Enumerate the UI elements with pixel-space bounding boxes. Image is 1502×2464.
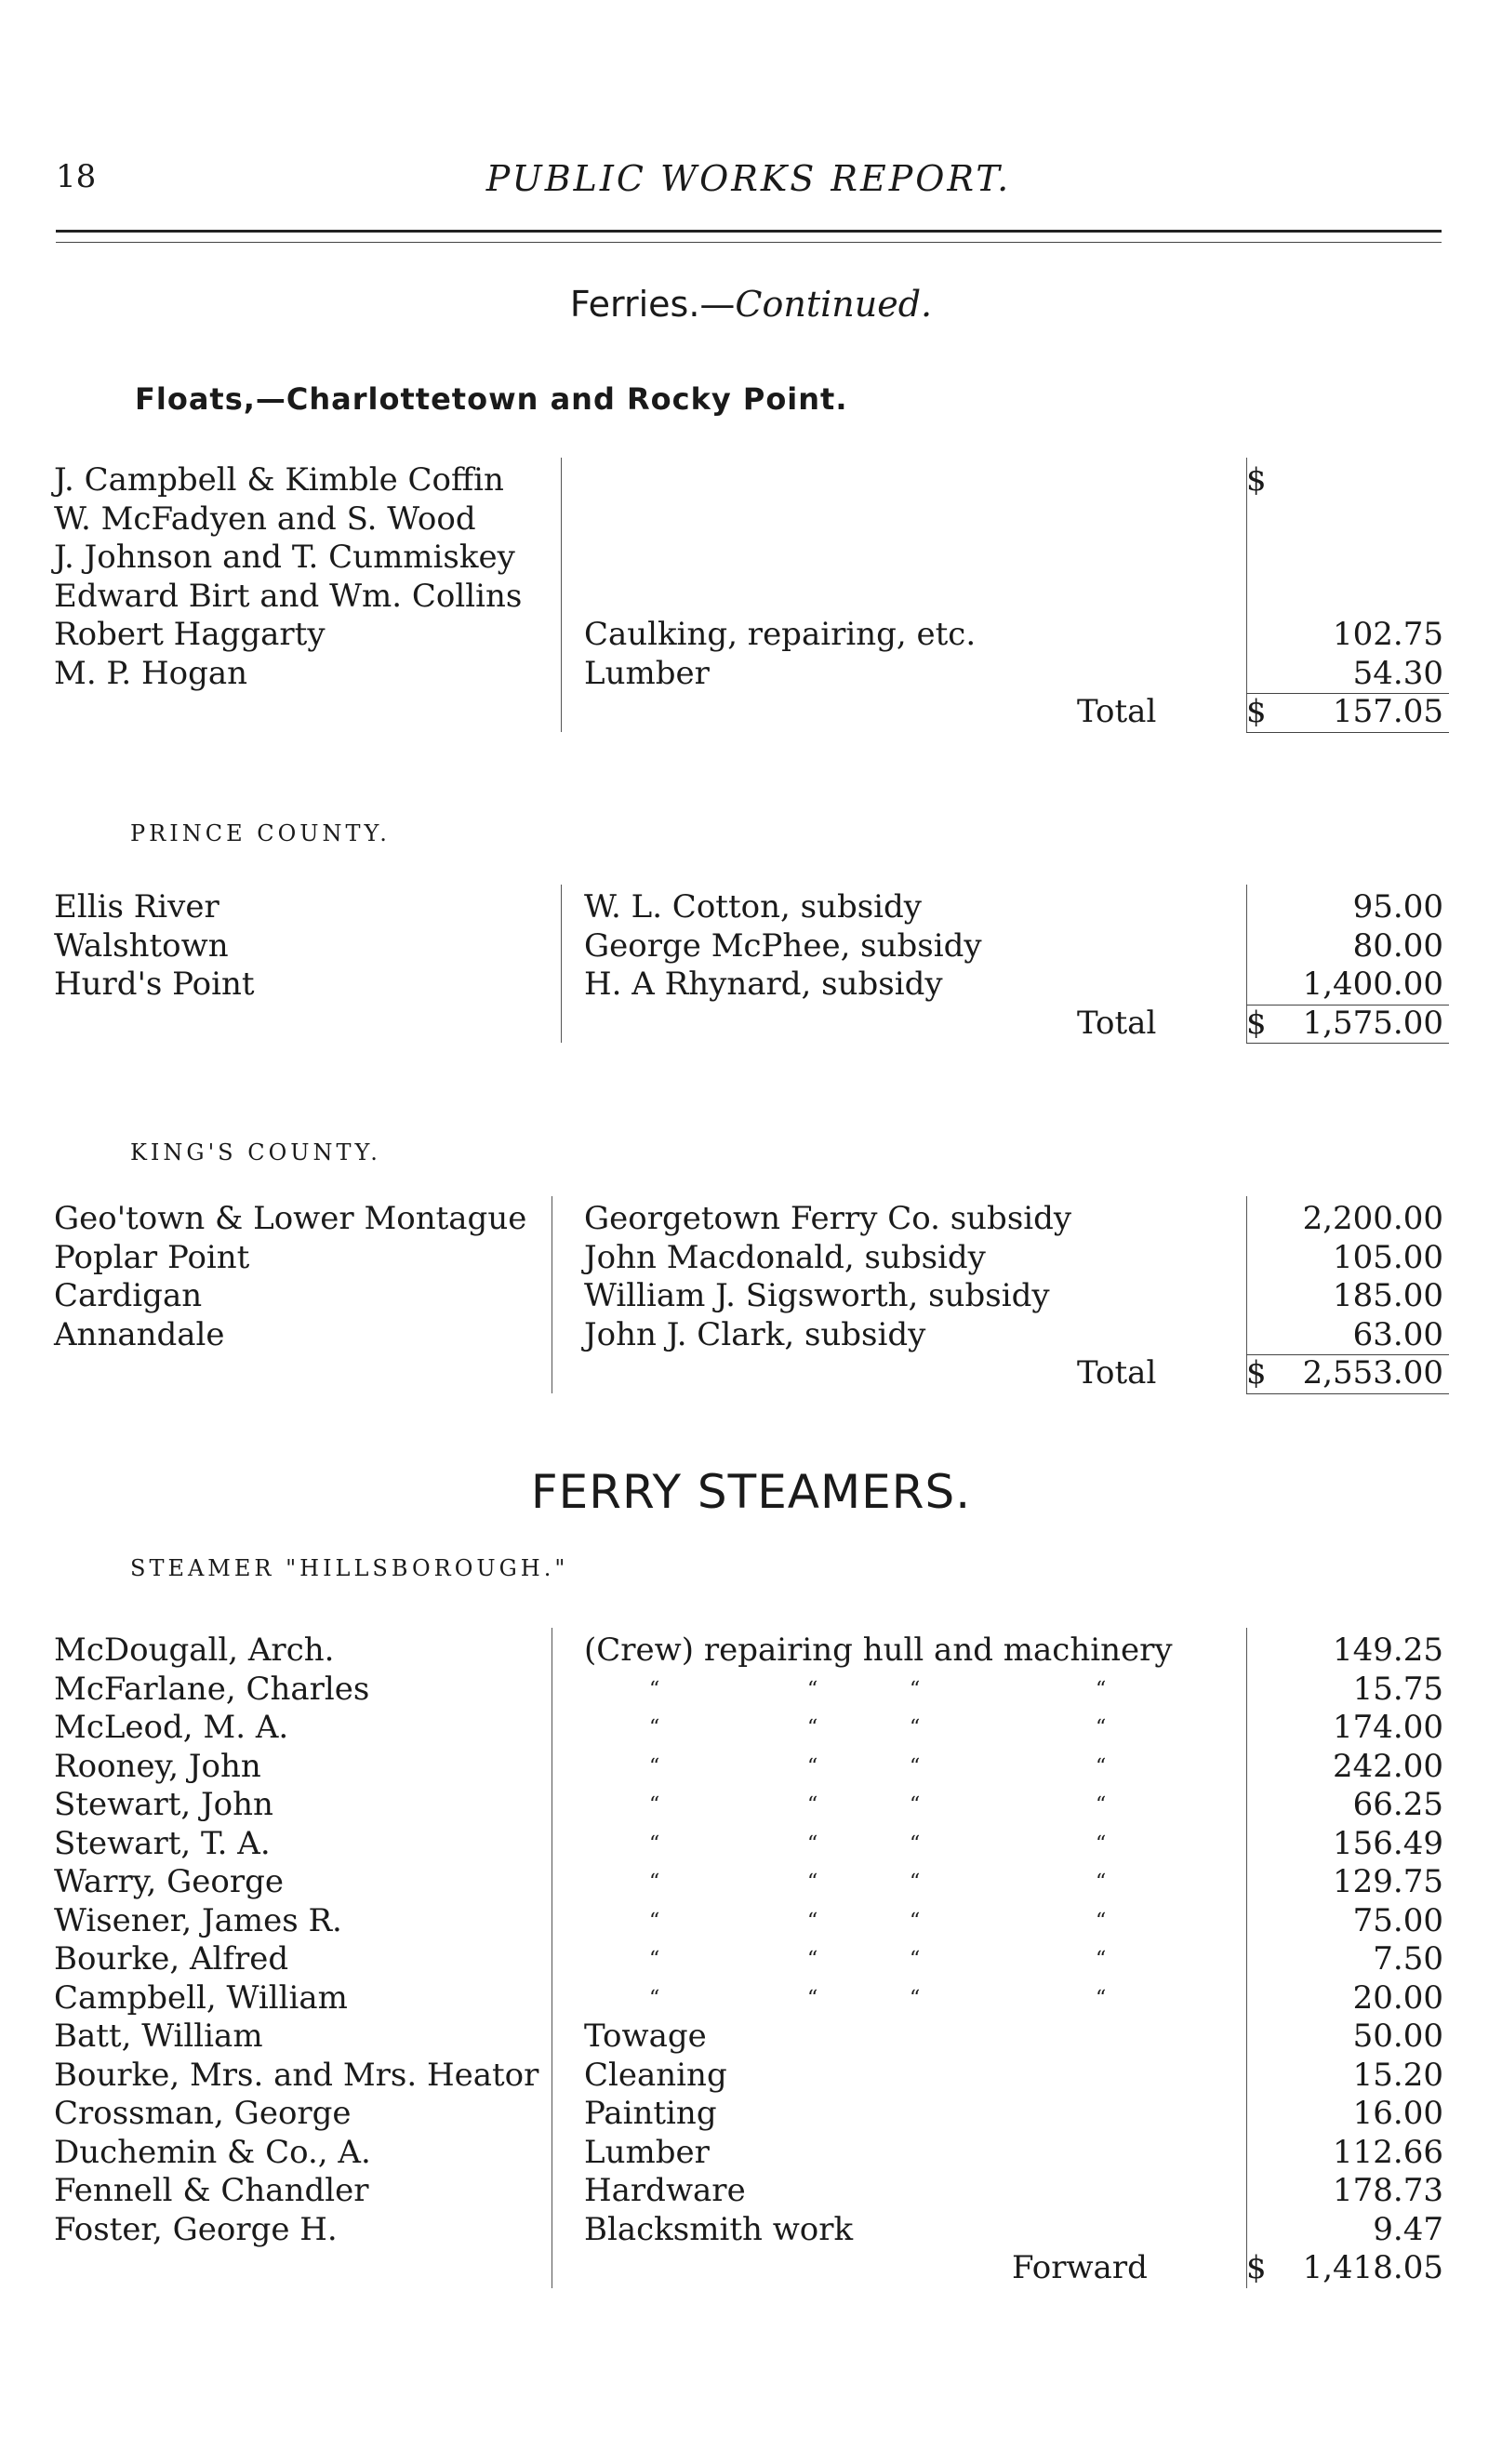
table-row	[54, 1863, 1449, 1902]
row-name: W. McFadyen and S. Wood	[54, 499, 476, 538]
row-name: Edward Birt and Wm. Collins	[54, 577, 523, 615]
sum-rule	[1246, 732, 1449, 733]
row-name: Campbell, William	[54, 1978, 348, 2017]
ditto-mark: “	[1096, 1716, 1107, 1739]
total-row	[54, 2249, 1449, 2288]
ditto-mark: “	[1096, 1948, 1107, 1971]
total-label: Total	[1077, 1354, 1157, 1392]
row-amount: 50.00	[1352, 2018, 1443, 2055]
ditto-mark: “	[649, 1948, 660, 1971]
ditto-mark: “	[1096, 1754, 1107, 1778]
row-description: George McPhee, subsidy	[584, 926, 982, 965]
total-amount: 1,575.00	[1302, 1004, 1443, 1042]
ditto-mark: “	[910, 1754, 921, 1778]
table-row	[54, 1316, 1449, 1355]
ditto-mark: “	[807, 1754, 818, 1778]
row-description: William J. Sigsworth, subsidy	[584, 1277, 1050, 1314]
ferry-steamers-heading: FERRY STEAMERS.	[530, 1465, 972, 1519]
row-name: Annandale	[54, 1315, 225, 1353]
sum-rule	[1246, 1393, 1449, 1394]
floats-table	[54, 461, 1449, 732]
table-row	[54, 578, 1449, 617]
row-amount: 1,400.00	[1302, 966, 1443, 1003]
ditto-mark: “	[1096, 1986, 1107, 2010]
total-label: Forward	[1012, 2249, 1148, 2286]
row-amount: 63.00	[1352, 1315, 1443, 1353]
prince-county-heading: PRINCE COUNTY.	[130, 820, 391, 846]
total-currency: $	[1246, 2249, 1267, 2286]
row-description: Cleaning	[584, 2056, 727, 2094]
floats-rows	[54, 461, 1449, 732]
ditto-mark: “	[910, 1793, 921, 1817]
row-description: Hardware	[584, 2172, 746, 2209]
ditto-mark: “	[1096, 1793, 1107, 1817]
ditto-mark: “	[807, 1948, 818, 1971]
column-divider	[1246, 1196, 1247, 1393]
sum-rule	[1246, 1043, 1449, 1044]
row-amount: 9.47	[1373, 2210, 1443, 2248]
table-row	[54, 539, 1449, 578]
table-row	[54, 2018, 1449, 2057]
ditto-mark: “	[649, 1831, 660, 1856]
row-amount: 105.00	[1333, 1238, 1443, 1276]
table-row	[54, 1748, 1449, 1787]
table-row	[54, 461, 1449, 500]
total-amount: 157.05	[1333, 693, 1443, 730]
sum-rule	[1246, 693, 1449, 694]
row-amount: 75.00	[1352, 1901, 1443, 1939]
floats-heading: Floats,—Charlottetown and Rocky Point.	[135, 381, 848, 417]
row-description: Lumber	[584, 654, 710, 692]
table-row	[54, 1940, 1449, 1979]
ditto-mark: “	[807, 1909, 818, 1933]
row-description: W. L. Cotton, subsidy	[584, 888, 923, 926]
row-name: McLeod, M. A.	[54, 1709, 289, 1746]
floats-currency: $	[1246, 461, 1267, 499]
row-amount: 16.00	[1352, 2095, 1443, 2132]
row-description: Towage	[584, 2018, 707, 2055]
row-name: Crossman, George	[54, 2095, 352, 2132]
row-name: M. P. Hogan	[54, 654, 248, 692]
table-row	[54, 1671, 1449, 1710]
row-description: Painting	[584, 2095, 717, 2132]
ditto-mark: “	[807, 1986, 818, 2010]
table-row	[54, 1277, 1449, 1316]
row-name: Poplar Point	[54, 1238, 250, 1276]
table-row	[54, 2172, 1449, 2211]
section-title-continued: Continued.	[735, 284, 933, 325]
total-row	[54, 1005, 1449, 1044]
ditto-mark: “	[910, 1716, 921, 1739]
row-name: Wisener, James R.	[54, 1901, 342, 1939]
ditto-mark: “	[649, 1871, 660, 1894]
table-row	[54, 1979, 1449, 2018]
row-amount: 2,200.00	[1302, 1200, 1443, 1237]
row-name: Rooney, John	[54, 1747, 261, 1785]
row-amount: 7.50	[1373, 1940, 1443, 1978]
total-row	[54, 693, 1449, 732]
table-row	[54, 966, 1449, 1005]
row-name: Fennell & Chandler	[54, 2172, 369, 2209]
row-amount: 15.20	[1352, 2056, 1443, 2094]
row-name: Bourke, Mrs. and Mrs. Heator	[54, 2056, 539, 2094]
row-name: Warry, George	[54, 1863, 284, 1900]
total-amount: 2,553.00	[1302, 1354, 1443, 1392]
ditto-mark: “	[649, 1754, 660, 1778]
row-amount: 156.49	[1333, 1824, 1443, 1862]
ditto-mark: “	[649, 1716, 660, 1739]
row-description: Georgetown Ferry Co. subsidy	[584, 1200, 1072, 1237]
section-title	[0, 284, 1502, 325]
column-divider	[561, 458, 562, 732]
ditto-mark: “	[910, 1909, 921, 1933]
table-row	[54, 1709, 1449, 1748]
ditto-mark: “	[1096, 1909, 1107, 1933]
page-header	[56, 158, 1442, 205]
ditto-mark: “	[649, 1909, 660, 1933]
table-row	[54, 616, 1449, 655]
ditto-mark: “	[807, 1793, 818, 1817]
ditto-mark: “	[1096, 1677, 1107, 1701]
row-description: Lumber	[584, 2133, 710, 2171]
row-name: Foster, George H.	[54, 2210, 338, 2248]
row-amount: 242.00	[1333, 1747, 1443, 1785]
ditto-mark: “	[807, 1871, 818, 1894]
row-description: Caulking, repairing, etc.	[584, 616, 977, 653]
row-name: J. Campbell & Kimble Coffin	[54, 461, 504, 499]
ditto-mark: “	[807, 1677, 818, 1701]
row-name: Cardigan	[54, 1277, 203, 1314]
ditto-mark: “	[649, 1986, 660, 2010]
total-label: Total	[1077, 1004, 1157, 1042]
row-amount: 102.75	[1333, 616, 1443, 653]
row-name: Stewart, John	[54, 1786, 273, 1823]
total-currency: $	[1246, 1354, 1267, 1392]
ditto-mark: “	[910, 1677, 921, 1701]
row-name: Bourke, Alfred	[54, 1940, 289, 1978]
total-currency: $	[1246, 1004, 1267, 1042]
table-row	[54, 888, 1449, 927]
row-name: Geo'town & Lower Montague	[54, 1200, 527, 1237]
total-label: Total	[1077, 693, 1157, 730]
table-row	[54, 500, 1449, 539]
table-row	[54, 655, 1449, 694]
row-amount: 80.00	[1352, 926, 1443, 965]
row-description: (Crew) repairing hull and machinery	[584, 1632, 1173, 1669]
header-rule	[56, 230, 1442, 243]
ditto-mark: “	[910, 1871, 921, 1894]
table-row	[54, 1825, 1449, 1864]
row-amount: 174.00	[1333, 1709, 1443, 1746]
total-row	[54, 1354, 1449, 1393]
ditto-mark: “	[910, 1986, 921, 2010]
row-description: Blacksmith work	[584, 2210, 854, 2248]
column-divider	[561, 885, 562, 1043]
row-name: Hurd's Point	[54, 966, 255, 1003]
ditto-mark: “	[910, 1948, 921, 1971]
row-amount: 95.00	[1352, 888, 1443, 926]
table-row	[54, 1200, 1449, 1239]
row-name: McDougall, Arch.	[54, 1632, 335, 1669]
row-name: McFarlane, Charles	[54, 1670, 370, 1708]
row-name: Stewart, T. A.	[54, 1824, 271, 1862]
prince-rows	[54, 888, 1449, 1043]
row-name: Robert Haggarty	[54, 616, 326, 653]
table-row	[54, 1632, 1449, 1671]
row-amount: 178.73	[1333, 2172, 1443, 2209]
table-row	[54, 2057, 1449, 2096]
ditto-mark: “	[807, 1831, 818, 1856]
ditto-mark: “	[1096, 1871, 1107, 1894]
kings-rows	[54, 1200, 1449, 1393]
steamers-table	[54, 1632, 1449, 2288]
total-amount: 1,418.05	[1302, 2249, 1443, 2286]
ditto-mark: “	[807, 1716, 818, 1739]
steamers-rows	[54, 1632, 1449, 2288]
table-row	[54, 1902, 1449, 1941]
row-amount: 112.66	[1333, 2133, 1443, 2171]
row-amount: 129.75	[1333, 1863, 1443, 1900]
sum-rule	[1246, 1354, 1449, 1355]
row-description: H. A Rhynard, subsidy	[584, 966, 943, 1003]
row-name: Duchemin & Co., A.	[54, 2133, 371, 2171]
row-description: John Macdonald, subsidy	[584, 1238, 986, 1276]
table-row	[54, 927, 1449, 966]
table-row	[54, 2211, 1449, 2250]
table-row	[54, 2134, 1449, 2173]
table-row	[54, 2095, 1449, 2134]
running-title: PUBLIC WORKS REPORT.	[485, 158, 1012, 199]
table-row	[54, 1786, 1449, 1825]
prince-county-table	[54, 888, 1449, 1043]
kings-county-heading: KING'S COUNTY.	[130, 1139, 381, 1165]
row-amount: 20.00	[1352, 1978, 1443, 2017]
ditto-mark: “	[649, 1793, 660, 1817]
ditto-mark: “	[910, 1831, 921, 1856]
column-divider	[1246, 885, 1247, 1043]
row-name: Batt, William	[54, 2018, 263, 2055]
sum-rule	[1246, 1005, 1449, 1006]
kings-county-table	[54, 1200, 1449, 1393]
row-name: Ellis River	[54, 888, 219, 926]
column-divider	[1246, 458, 1247, 732]
section-title-text: Ferries.—	[569, 284, 736, 325]
row-name: Walshtown	[54, 926, 229, 965]
row-amount: 54.30	[1352, 654, 1443, 692]
table-row	[54, 1239, 1449, 1278]
ditto-mark: “	[1096, 1831, 1107, 1856]
steamer-subheading: STEAMER "HILLSBOROUGH."	[130, 1555, 569, 1581]
row-name: J. Johnson and T. Cummiskey	[54, 539, 515, 576]
total-currency: $	[1246, 693, 1267, 730]
row-amount: 185.00	[1333, 1277, 1443, 1314]
row-description: John J. Clark, subsidy	[584, 1315, 926, 1353]
row-amount: 15.75	[1352, 1670, 1443, 1708]
ditto-mark: “	[649, 1677, 660, 1701]
page-number: 18	[56, 158, 97, 195]
row-amount: 149.25	[1333, 1632, 1443, 1669]
row-amount: 66.25	[1352, 1786, 1443, 1823]
column-divider	[1246, 1628, 1247, 2288]
